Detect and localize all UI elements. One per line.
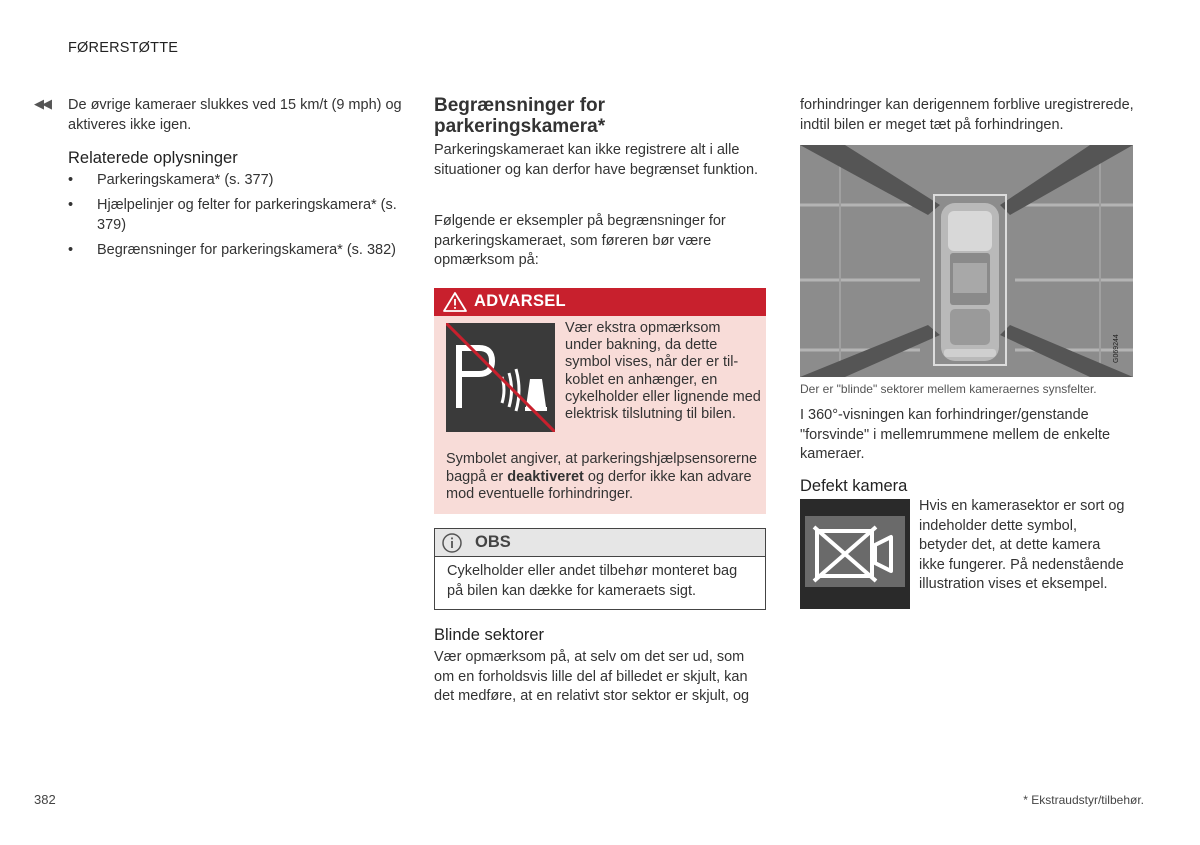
related-link-label: Parkeringskamera* (s. 377) — [97, 171, 274, 188]
warning-bottom-text — [446, 451, 758, 504]
warning-text-part: og derfor ikke kan advare mod eventuelle forhindringer. — [446, 468, 752, 502]
image-code-label: G069244 — [1113, 334, 1120, 363]
info-icon — [441, 532, 463, 554]
page-title-line-2: parkeringskamera* — [434, 116, 606, 137]
view-360-text: I 360°-visningen kan forhindringer/genstande "forsvinde" i mellemrummene mellem de enkelte kameraer. — [800, 407, 1111, 462]
related-link-parking-camera[interactable] — [68, 171, 408, 191]
image-caption: Der er "blinde" sektorer mellem kameraernes synsfelter. — [800, 382, 1097, 396]
warning-text-emphasis: deaktiveret — [507, 468, 584, 485]
warning-box — [434, 288, 766, 514]
defective-camera-text: Hvis en kamerasektor er sort og indeholder dette symbol, betyder det, at dette kamera ikke fungerer. På nedenstående illustration vises et eksempel. — [919, 498, 1125, 592]
related-link-label: Begrænsninger for parkeringskamera* (s. 382) — [97, 242, 396, 258]
intro-text: De øvrige kameraer slukkes ved 15 km/t (9 mph) og aktiveres ikke igen. — [68, 97, 402, 133]
parking-sensor-disabled-icon — [446, 323, 555, 432]
bullet-icon: • — [68, 171, 74, 188]
related-info-list — [68, 171, 408, 261]
warning-text-part: Symbolet angiver, at parkeringshjælpsensorerne bagpå er — [446, 451, 758, 485]
warning-header — [434, 288, 766, 316]
blind-sector-illustration — [800, 145, 1133, 377]
camera-blind-sectors-image — [800, 145, 1133, 377]
bullet-icon: • — [68, 242, 74, 258]
parking-sensor-symbol-icon — [446, 323, 555, 432]
warning-side-text: Vær ekstra opmærksom under bakning, da dette symbol vises, når der er tilkoblet en anhænger, en cykelholder eller lignende med elektrisk tilslutning til bilen. — [565, 320, 761, 423]
footnote: * Ekstraudstyr/tilbehør. — [1023, 793, 1144, 807]
section-header: FØRERSTØTTE — [68, 40, 179, 56]
note-box — [434, 528, 766, 610]
related-link-guide-lines[interactable] — [68, 196, 408, 235]
defective-camera-icon — [800, 499, 910, 609]
column-1 — [68, 96, 408, 267]
lead-text: Parkeringskameraet kan ikke registrere alt i alle situationer og kan derfor have begrænset funktion. — [434, 142, 759, 178]
note-header — [435, 529, 765, 557]
continuation-icon: ◀◀ — [34, 96, 50, 111]
note-text: Cykelholder eller andet tilbehør monteret bag på bilen kan dække for kameraets sigt. — [447, 563, 738, 599]
bullet-icon: • — [68, 197, 74, 213]
continued-text: forhindringer kan derigennem forblive uregistrerede, indtil bilen er meget tæt på forhindringen. — [800, 97, 1134, 133]
camera-crossed-icon — [800, 499, 910, 609]
blind-sectors-heading: Blinde sektorer — [434, 626, 545, 644]
page-title-line-1: Begrænsninger for — [434, 95, 606, 116]
note-label: OBS — [475, 533, 511, 551]
defective-camera-heading: Defekt kamera — [800, 477, 908, 495]
related-link-limitations[interactable] — [68, 241, 408, 261]
related-link-label: Hjælpelinjer og felter for parkeringskamera* (s. 379) — [97, 197, 397, 233]
blind-sectors-text: Vær opmærksom på, at selv om det ser ud, som om en forholdsvis lille del af billedet er skjult, kan det medføre, at en relativt stor sektor er skjult, og — [434, 649, 750, 704]
warning-triangle-icon — [442, 291, 468, 313]
warning-label: ADVARSEL — [474, 292, 566, 310]
page-number: 382 — [34, 792, 56, 807]
page-title — [434, 95, 766, 137]
related-info-heading: Relaterede oplysninger — [68, 149, 238, 167]
limitations-intro-text: Følgende er eksempler på begrænsninger for parkeringskameraet, som føreren bør være opmærksom på: — [434, 213, 726, 268]
